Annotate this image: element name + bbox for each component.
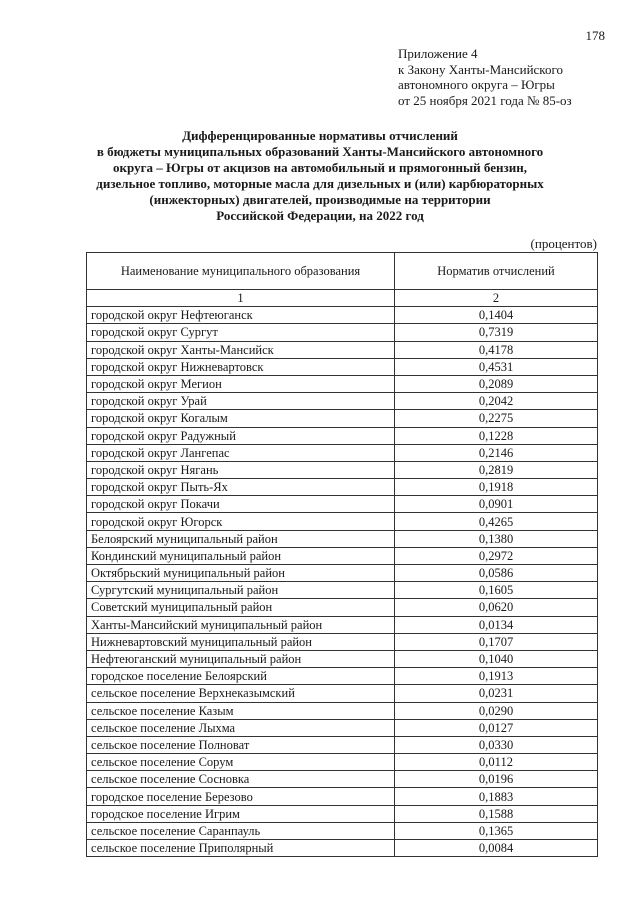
- title-line: дизельное топливо, моторные масла для дизельных и (или) карбюраторных: [96, 176, 544, 191]
- norm-value: 0,0901: [395, 496, 598, 513]
- norm-value: 0,2819: [395, 461, 598, 478]
- norm-value: 0,0084: [395, 840, 598, 857]
- municipality-name: городской округ Урай: [87, 393, 395, 410]
- column-number: 1: [87, 290, 395, 307]
- header-municipality: Наименование муниципального образования: [87, 253, 395, 290]
- title-line: округа – Югры от акцизов на автомобильный и прямогонный бензин,: [113, 160, 527, 175]
- norm-value: 0,0231: [395, 685, 598, 702]
- table-row: [87, 513, 598, 530]
- table-row: [87, 822, 598, 839]
- norm-value: 0,0196: [395, 771, 598, 788]
- municipality-name: городской округ Сургут: [87, 324, 395, 341]
- municipality-name: сельское поселение Приполярный: [87, 840, 395, 857]
- municipality-name: сельское поселение Саранпауль: [87, 822, 395, 839]
- municipality-name: сельское поселение Верхнеказымский: [87, 685, 395, 702]
- municipality-name: городской округ Нягань: [87, 461, 395, 478]
- table-row: [87, 685, 598, 702]
- table-row: [87, 358, 598, 375]
- table-row: [87, 307, 598, 324]
- table-row: [87, 633, 598, 650]
- municipality-name: городской округ Когалым: [87, 410, 395, 427]
- norm-value: 0,1228: [395, 427, 598, 444]
- table-row: [87, 565, 598, 582]
- municipality-name: Нижневартовский муниципальный район: [87, 633, 395, 650]
- table-row: [87, 702, 598, 719]
- table-row: [87, 324, 598, 341]
- norm-value: 0,1918: [395, 479, 598, 496]
- table-row: [87, 479, 598, 496]
- table-row: [87, 736, 598, 753]
- norm-value: 0,0620: [395, 599, 598, 616]
- municipality-name: городское поселение Белоярский: [87, 668, 395, 685]
- appendix-line: к Закону Ханты-Мансийского: [398, 61, 563, 77]
- table-body: [87, 307, 598, 857]
- table-row: [87, 650, 598, 667]
- table-row: [87, 341, 598, 358]
- norm-value: 0,1040: [395, 650, 598, 667]
- table-row: [87, 805, 598, 822]
- norm-value: 0,4178: [395, 341, 598, 358]
- table-row: [87, 754, 598, 771]
- municipality-name: Нефтеюганский муниципальный район: [87, 650, 395, 667]
- municipality-name: городской округ Мегион: [87, 375, 395, 392]
- norm-value: 0,0134: [395, 616, 598, 633]
- norm-value: 0,0127: [395, 719, 598, 736]
- appendix-reference: [398, 46, 572, 108]
- norm-value: 0,0586: [395, 565, 598, 582]
- appendix-line: Приложение 4: [398, 46, 478, 61]
- title-line: в бюджеты муниципальных образований Ханты-Мансийского автономного: [96, 144, 544, 159]
- municipality-name: городской округ Радужный: [87, 427, 395, 444]
- table-header-row: [87, 253, 598, 290]
- title-line: Российской Федерации, на 2022 год: [216, 208, 424, 223]
- municipality-name: сельское поселение Лыхма: [87, 719, 395, 736]
- table-row: [87, 599, 598, 616]
- norm-value: 0,1883: [395, 788, 598, 805]
- norm-value: 0,4531: [395, 358, 598, 375]
- norm-value: 0,1707: [395, 633, 598, 650]
- unit-note: (процентов): [530, 236, 597, 251]
- municipality-name: городской округ Ханты-Мансийск: [87, 341, 395, 358]
- title-line: Дифференцированные нормативы отчислений: [182, 128, 458, 143]
- municipality-name: Советский муниципальный район: [87, 599, 395, 616]
- municipality-name: Белоярский муниципальный район: [87, 530, 395, 547]
- table-row: [87, 410, 598, 427]
- column-number-row: [87, 290, 598, 307]
- municipality-name: городской округ Покачи: [87, 496, 395, 513]
- norm-value: 0,1404: [395, 307, 598, 324]
- norm-value: 0,7319: [395, 324, 598, 341]
- norm-value: 0,1605: [395, 582, 598, 599]
- table-row: [87, 616, 598, 633]
- norm-value: 0,1365: [395, 822, 598, 839]
- header-norm: Норматив отчислений: [395, 253, 598, 290]
- norms-table: [86, 252, 598, 857]
- municipality-name: Кондинский муниципальный район: [87, 547, 395, 564]
- appendix-line: от 25 ноября 2021 года № 85-оз: [398, 92, 572, 108]
- norm-value: 0,2972: [395, 547, 598, 564]
- table-row: [87, 582, 598, 599]
- table-row: [87, 668, 598, 685]
- norm-value: 0,2275: [395, 410, 598, 427]
- municipality-name: сельское поселение Сорум: [87, 754, 395, 771]
- municipality-name: городской округ Югорск: [87, 513, 395, 530]
- municipality-name: городской округ Нефтеюганск: [87, 307, 395, 324]
- municipality-name: Ханты-Мансийский муниципальный район: [87, 616, 395, 633]
- table-row: [87, 719, 598, 736]
- municipality-name: Октябрьский муниципальный район: [87, 565, 395, 582]
- municipality-name: сельское поселение Полноват: [87, 736, 395, 753]
- norm-value: 0,2042: [395, 393, 598, 410]
- norm-value: 0,1588: [395, 805, 598, 822]
- norm-value: 0,4265: [395, 513, 598, 530]
- norm-value: 0,2146: [395, 444, 598, 461]
- table-row: [87, 393, 598, 410]
- municipality-name: сельское поселение Казым: [87, 702, 395, 719]
- municipality-name: городской округ Пыть-Ях: [87, 479, 395, 496]
- table-row: [87, 771, 598, 788]
- table-row: [87, 496, 598, 513]
- table-row: [87, 444, 598, 461]
- table-row: [87, 427, 598, 444]
- norm-value: 0,0112: [395, 754, 598, 771]
- norm-value: 0,0290: [395, 702, 598, 719]
- title-line: (инжекторных) двигателей, производимые на территории: [149, 192, 491, 207]
- municipality-name: городское поселение Игрим: [87, 805, 395, 822]
- norm-value: 0,1380: [395, 530, 598, 547]
- table-row: [87, 530, 598, 547]
- page-number: 178: [585, 28, 605, 43]
- municipality-name: сельское поселение Сосновка: [87, 771, 395, 788]
- table-row: [87, 547, 598, 564]
- table-row: [87, 375, 598, 392]
- table-row: [87, 840, 598, 857]
- municipality-name: городской округ Нижневартовск: [87, 358, 395, 375]
- municipality-name: городское поселение Березово: [87, 788, 395, 805]
- municipality-name: Сургутский муниципальный район: [87, 582, 395, 599]
- municipality-name: городской округ Лангепас: [87, 444, 395, 461]
- appendix-line: автономного округа – Югры: [398, 77, 555, 92]
- norm-value: 0,2089: [395, 375, 598, 392]
- table-row: [87, 461, 598, 478]
- document-title: [60, 128, 580, 224]
- norm-value: 0,0330: [395, 736, 598, 753]
- column-number: 2: [395, 290, 598, 307]
- table-row: [87, 788, 598, 805]
- norm-value: 0,1913: [395, 668, 598, 685]
